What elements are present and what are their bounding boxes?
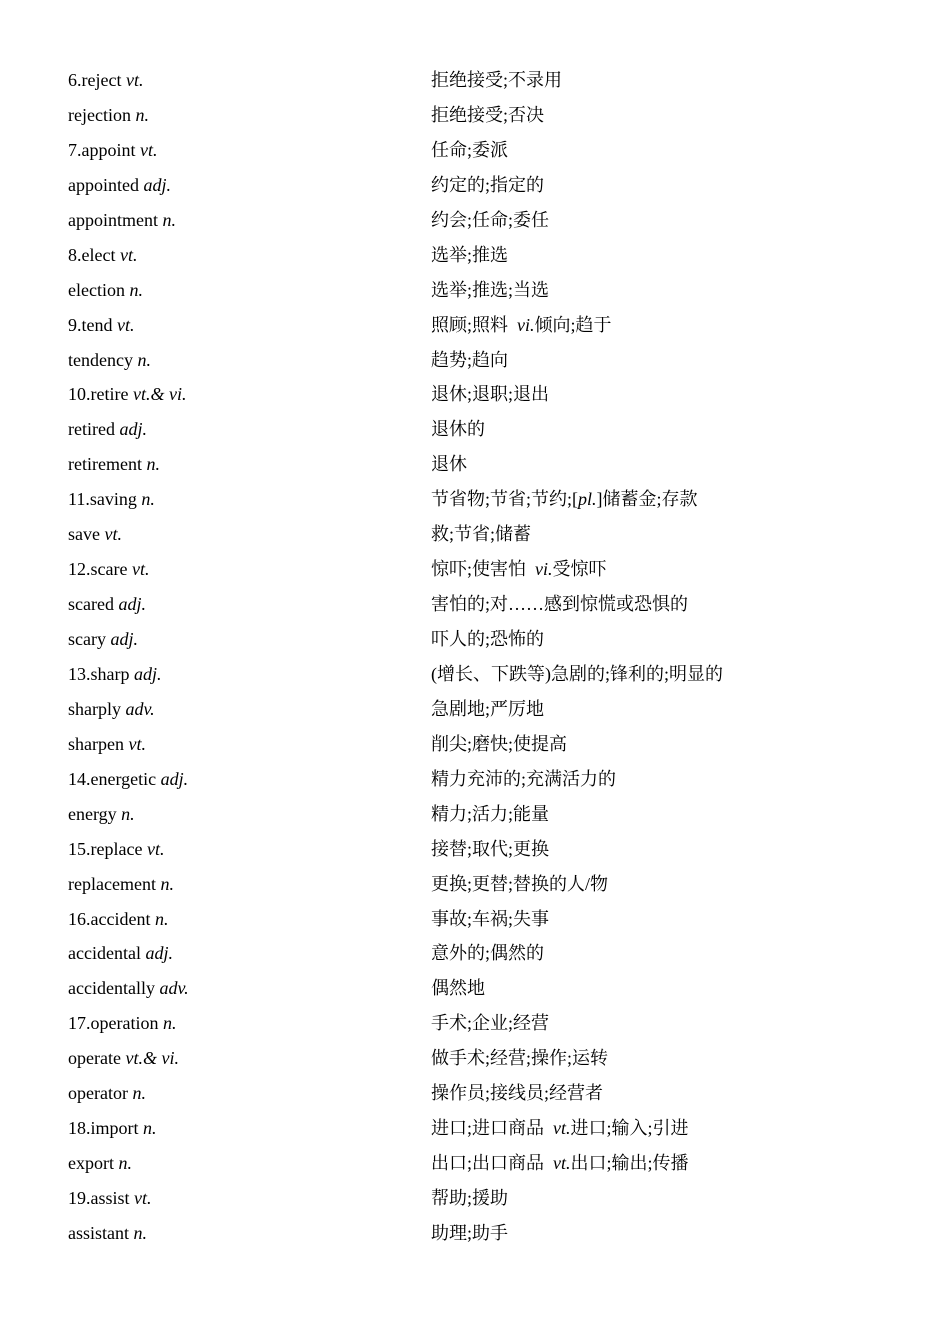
vocab-term <box>68 133 158 168</box>
vocab-row <box>68 1216 868 1251</box>
vocab-term <box>68 203 176 238</box>
vocab-part-of-speech: vt. <box>104 524 122 545</box>
definition-text: 退休 <box>431 454 467 475</box>
definition-text: 选举;推选;当选 <box>431 279 550 300</box>
vocab-row <box>68 971 868 1006</box>
vocab-definition <box>431 1146 689 1181</box>
vocab-term <box>68 727 146 762</box>
vocab-term <box>68 63 143 98</box>
vocab-definition <box>431 203 549 238</box>
vocab-part-of-speech: n. <box>143 1118 157 1139</box>
vocab-part-of-speech: n. <box>160 873 174 894</box>
vocab-definition <box>431 832 549 867</box>
vocab-row <box>68 1146 868 1181</box>
vocab-term <box>68 936 173 971</box>
vocab-word: sharpen <box>68 733 124 754</box>
vocab-definition <box>431 1041 608 1076</box>
vocab-definition <box>431 622 544 657</box>
vocab-definition <box>431 902 549 937</box>
vocab-definition <box>431 482 698 517</box>
definition-second-text: 进口;输入;引进 <box>570 1118 689 1139</box>
vocab-definition <box>431 273 549 308</box>
vocab-word: 12.scare <box>68 559 128 580</box>
definition-text: 选举;推选 <box>431 244 509 265</box>
vocab-part-of-speech: n. <box>154 908 169 929</box>
vocab-term <box>68 447 160 482</box>
vocab-definition <box>431 377 549 412</box>
vocab-definition <box>431 517 531 552</box>
definition-text: 救;节省;储蓄 <box>431 524 532 545</box>
vocab-definition <box>431 1111 689 1146</box>
definition-text: 精力充沛的;充满活力的 <box>431 768 616 789</box>
vocab-term <box>68 1181 152 1216</box>
vocab-row <box>68 867 868 902</box>
vocab-word: accidentally <box>68 978 155 999</box>
vocab-word: 10.retire <box>68 384 129 405</box>
definition-text: 事故;车祸;失事 <box>431 908 550 929</box>
vocab-word: rejection <box>68 104 131 125</box>
vocab-row <box>68 1111 868 1146</box>
definition-inline-pos: pl. <box>578 489 597 510</box>
vocab-part-of-speech: vt.& vi. <box>125 1048 179 1069</box>
definition-text-rest: ]储蓄金;存款 <box>596 489 698 510</box>
vocab-word: assistant <box>68 1222 129 1243</box>
vocab-word: operator <box>68 1083 128 1104</box>
vocab-word: tendency <box>68 349 133 370</box>
vocab-part-of-speech: vt. <box>119 244 138 265</box>
vocab-definition <box>431 98 544 133</box>
vocab-definition <box>431 1216 508 1251</box>
vocab-word: export <box>68 1153 114 1174</box>
vocab-definition <box>431 971 485 1006</box>
vocab-definition <box>431 63 562 98</box>
vocab-term <box>68 657 162 692</box>
definition-text: 意外的;偶然的 <box>431 943 545 964</box>
vocab-row <box>68 552 868 587</box>
vocab-word: 18.import <box>68 1118 139 1139</box>
vocab-row <box>68 308 868 343</box>
vocab-word: 15.replace <box>68 838 143 859</box>
vocab-row <box>68 447 868 482</box>
vocab-word: 8.elect <box>68 244 116 265</box>
vocab-word: save <box>68 524 100 545</box>
definition-text: 做手术;经营;操作;运转 <box>431 1048 609 1069</box>
vocab-term <box>68 238 137 273</box>
vocab-row <box>68 343 868 378</box>
vocab-row <box>68 98 868 133</box>
definition-text: 助理;助手 <box>431 1222 509 1243</box>
vocab-definition <box>431 797 549 832</box>
vocab-row <box>68 203 868 238</box>
definition-text: 约会;任命;委任 <box>431 209 550 230</box>
definition-text: 节省物;节省;节约;[ <box>431 489 578 510</box>
vocab-term <box>68 832 164 867</box>
definition-text: 出口;出口商品 <box>431 1153 545 1174</box>
vocab-definition <box>431 1076 603 1111</box>
vocab-row <box>68 482 868 517</box>
vocab-word: retired <box>68 419 115 440</box>
vocab-word: sharply <box>68 698 121 719</box>
vocab-term <box>68 308 135 343</box>
vocab-definition <box>431 1181 508 1216</box>
vocab-term <box>68 1216 147 1251</box>
vocab-word: election <box>68 279 125 300</box>
vocab-row <box>68 657 868 692</box>
definition-text: 更换;更替;替换的人/物 <box>431 873 609 894</box>
vocab-definition <box>431 447 467 482</box>
vocab-row <box>68 1006 868 1041</box>
vocab-word: 11.saving <box>68 489 137 510</box>
vocab-definition <box>431 657 723 692</box>
vocab-term <box>68 168 171 203</box>
definition-text: 帮助;援助 <box>431 1188 509 1208</box>
vocab-term <box>68 692 155 727</box>
vocab-definition <box>431 343 508 378</box>
definition-text: 拒绝接受;否决 <box>431 104 545 125</box>
vocab-word: 7.appoint <box>68 139 136 160</box>
definition-text: (增长、下跌等)急剧的;锋利的;明显的 <box>431 663 723 684</box>
vocab-row <box>68 238 868 273</box>
vocab-part-of-speech: n. <box>135 104 149 125</box>
vocab-term <box>68 797 135 832</box>
vocab-term <box>68 98 149 133</box>
vocab-term <box>68 1076 146 1111</box>
vocab-part-of-speech: vt. <box>117 314 135 335</box>
vocab-word: 6.reject <box>68 70 122 90</box>
vocab-part-of-speech: vt. <box>128 733 146 754</box>
definition-second-pos: vt. <box>553 1153 571 1174</box>
vocab-term <box>68 412 147 447</box>
definition-text: 急剧地;严厉地 <box>431 698 545 719</box>
vocab-row <box>68 727 868 762</box>
vocab-word: scary <box>68 629 106 649</box>
definition-second-pos: vt. <box>553 1118 571 1139</box>
vocab-definition <box>431 238 508 273</box>
vocab-row <box>68 133 868 168</box>
vocab-term <box>68 377 186 412</box>
vocab-term <box>68 622 138 657</box>
vocab-row <box>68 762 868 797</box>
vocab-definition <box>431 308 612 343</box>
vocab-row <box>68 587 868 622</box>
definition-text: 惊吓;使害怕 <box>431 559 527 580</box>
vocab-row <box>68 1181 868 1216</box>
definition-text: 退休的 <box>431 419 485 440</box>
definition-text: 偶然地 <box>431 978 485 999</box>
vocab-word: retirement <box>68 454 142 475</box>
vocab-definition <box>431 762 616 797</box>
definition-text: 害怕的;对……感到惊慌或恐惧的 <box>431 594 688 615</box>
definition-text: 约定的;指定的 <box>431 174 545 195</box>
vocab-word: appointed <box>68 174 139 195</box>
vocab-word: 9.tend <box>68 314 113 335</box>
vocab-part-of-speech: n. <box>132 1083 146 1104</box>
vocab-term <box>68 902 168 937</box>
vocab-part-of-speech: n. <box>162 1013 177 1034</box>
vocab-part-of-speech: adv. <box>125 698 155 719</box>
vocab-term <box>68 971 189 1006</box>
definition-text: 照顾;照料 <box>431 314 509 335</box>
vocab-part-of-speech: vt. <box>125 70 144 90</box>
vocab-part-of-speech: adj. <box>118 594 146 615</box>
vocab-row <box>68 1076 868 1111</box>
vocab-term <box>68 273 143 308</box>
vocab-definition <box>431 168 544 203</box>
vocab-word: accidental <box>68 943 141 964</box>
vocab-part-of-speech: vt. <box>146 838 165 859</box>
vocab-row <box>68 412 868 447</box>
vocab-part-of-speech: n. <box>137 349 151 370</box>
vocab-part-of-speech: adj. <box>119 419 147 440</box>
vocab-term <box>68 762 188 797</box>
vocab-row <box>68 273 868 308</box>
vocab-part-of-speech: n. <box>146 454 160 475</box>
definition-text: 趋势;趋向 <box>431 349 509 370</box>
vocab-row <box>68 622 868 657</box>
vocab-definition <box>431 412 485 447</box>
vocab-row <box>68 936 868 971</box>
vocab-definition <box>431 936 544 971</box>
vocab-row <box>68 797 868 832</box>
vocab-part-of-speech: n. <box>133 1222 147 1243</box>
definition-text: 吓人的;恐怖的 <box>431 629 545 649</box>
vocab-word: energy <box>68 803 117 824</box>
definition-second-text: 出口;输出;传播 <box>570 1153 689 1174</box>
definition-text: 退休;退职;退出 <box>431 384 550 405</box>
vocab-term <box>68 867 174 902</box>
vocab-row <box>68 168 868 203</box>
vocab-term <box>68 1146 132 1181</box>
definition-text: 精力;活力;能量 <box>431 803 550 824</box>
definition-second-text: 倾向;趋于 <box>534 314 612 335</box>
vocab-row <box>68 832 868 867</box>
definition-text: 接替;取代;更换 <box>431 838 550 859</box>
vocab-term <box>68 482 155 517</box>
vocab-word: 19.assist <box>68 1188 130 1208</box>
vocab-word: 13.sharp <box>68 663 130 684</box>
vocabulary-list <box>68 63 868 1251</box>
vocab-part-of-speech: adj. <box>110 629 138 649</box>
vocab-part-of-speech: adv. <box>159 978 189 999</box>
vocab-part-of-speech: adj. <box>145 943 173 964</box>
vocab-part-of-speech: adj. <box>143 174 171 195</box>
vocab-term <box>68 517 122 552</box>
vocab-part-of-speech: n. <box>141 489 155 510</box>
definition-text: 任命;委派 <box>431 139 509 160</box>
vocab-definition <box>431 692 544 727</box>
definition-second-pos: vi. <box>517 314 535 335</box>
vocab-row <box>68 1041 868 1076</box>
definition-second-pos: vi. <box>535 559 553 580</box>
vocab-word: replacement <box>68 873 156 894</box>
vocab-row <box>68 63 868 98</box>
vocab-term <box>68 1006 176 1041</box>
vocab-word: scared <box>68 594 114 615</box>
vocab-row <box>68 692 868 727</box>
vocab-part-of-speech: vt. <box>140 139 158 160</box>
vocab-definition <box>431 133 508 168</box>
vocab-term <box>68 1041 179 1076</box>
vocab-part-of-speech: n. <box>118 1153 132 1174</box>
definition-text: 拒绝接受;不录用 <box>431 70 563 90</box>
vocab-part-of-speech: vt.& vi. <box>132 384 187 405</box>
vocab-part-of-speech: n. <box>121 803 135 824</box>
vocab-word: operate <box>68 1048 121 1069</box>
vocab-row <box>68 902 868 937</box>
vocab-word: appointment <box>68 209 158 230</box>
vocab-part-of-speech: n. <box>162 209 176 230</box>
vocab-definition <box>431 1006 549 1041</box>
vocab-term <box>68 343 151 378</box>
vocab-part-of-speech: vt. <box>134 1188 152 1208</box>
vocab-term <box>68 587 146 622</box>
definition-second-text: 受惊吓 <box>552 559 607 580</box>
definition-text: 削尖;磨快;使提高 <box>431 733 568 754</box>
vocab-word: 14.energetic <box>68 768 157 789</box>
vocab-part-of-speech: vt. <box>131 559 150 580</box>
definition-text: 手术;企业;经营 <box>431 1013 550 1034</box>
definition-text: 进口;进口商品 <box>431 1118 545 1139</box>
vocab-definition <box>431 552 607 587</box>
vocab-definition <box>431 587 688 622</box>
definition-text: 操作员;接线员;经营者 <box>431 1083 604 1104</box>
vocab-row <box>68 517 868 552</box>
vocab-row <box>68 377 868 412</box>
vocab-part-of-speech: adj. <box>134 663 162 684</box>
vocab-definition <box>431 727 567 762</box>
vocab-definition <box>431 867 608 902</box>
vocab-term <box>68 1111 157 1146</box>
vocab-word: 17.operation <box>68 1013 159 1034</box>
vocab-term <box>68 552 149 587</box>
vocab-word: 16.accident <box>68 908 151 929</box>
vocab-part-of-speech: n. <box>129 279 143 300</box>
vocab-part-of-speech: adj. <box>160 768 189 789</box>
